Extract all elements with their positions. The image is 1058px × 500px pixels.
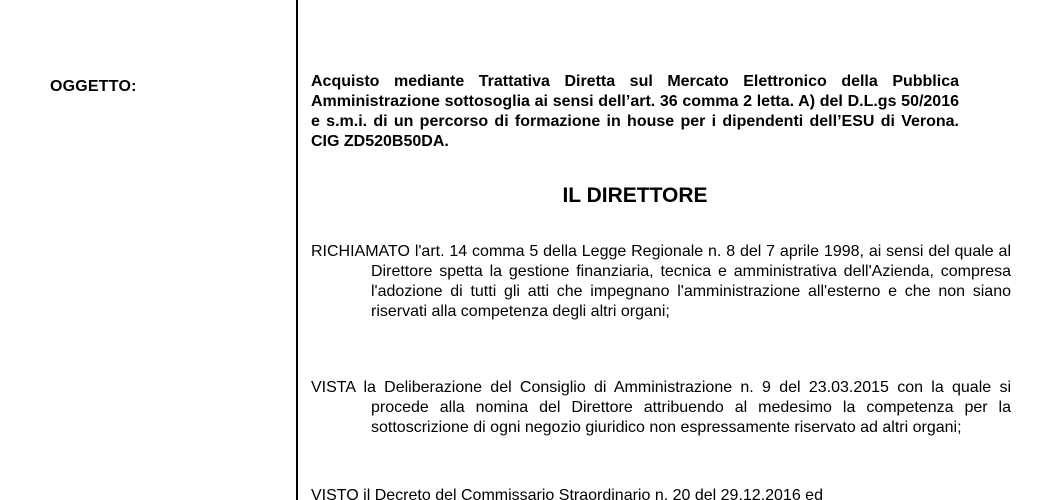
section-heading: IL DIRETTORE (562, 184, 708, 207)
paragraph-visto: VISTO il Decreto del Commissario Straordinario n. 20 del 29.12.2016 ed (311, 487, 823, 500)
paragraph-vista: VISTA la Deliberazione del Consiglio di Amministrazione n. 9 del 23.03.2015 con la quale si procede alla nomina del Direttore attribuendo al medesimo la competenza per la sottoscrizione di ogni negozio giuridico non espressamente riservato ad altri organi; (311, 379, 1011, 436)
column-divider (296, 0, 298, 500)
paragraph-richiamato: RICHIAMATO l'art. 14 comma 5 della Legge Regionale n. 8 del 7 aprile 1998, ai sensi del quale al Direttore spetta la gestione finanziaria, tecnica e amministrativa dell'Azienda, compresa l'adozione di tutti gli atti che impegnano l'amministrazione all'esterno e che non siano riservati alla competenza degli altri organi; (311, 243, 1011, 320)
subject-label: OGGETTO: (50, 78, 137, 95)
subject-text: Acquisto mediante Trattativa Diretta sul Mercato Elettronico della Pubblica Amministrazione sottosoglia ai sensi dell’art. 36 comma 2 letta. A) del D.L.gs 50/2016 e s.m.i. di un percorso di formazione in house per i dipendenti dell’ESU di Verona. CIG ZD520B50DA. (311, 73, 959, 150)
